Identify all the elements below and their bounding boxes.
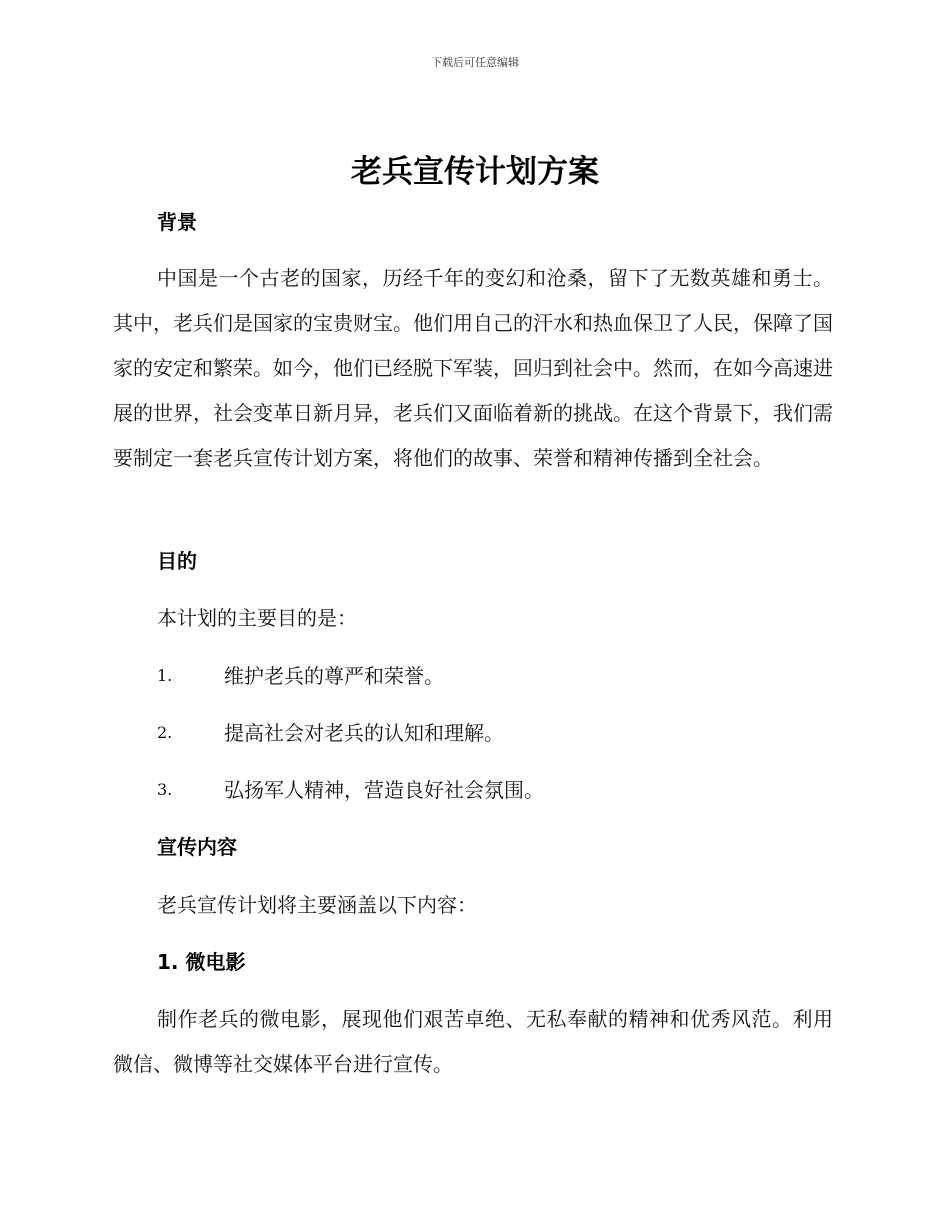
list-item-text: 弘扬军人精神，营造良好社会氛围。 [224, 778, 544, 802]
document-title: 老兵宣传计划方案 [351, 154, 599, 190]
subsection-heading-micro-film: 1. 微电影 [157, 950, 246, 974]
list-item-number: 1. [157, 666, 173, 685]
header-note: 下载后可任意编辑 [431, 56, 519, 69]
list-item-number: 3. [157, 780, 173, 799]
background-paragraph: 中国是一个古老的国家，历经千年的变幻和沧桑，留下了无数英雄和勇士。其中，老兵们是国家的宝贵财宝。他们用自己的汗水和热血保卫了人民，保障了国家的安定和繁荣。如今，他们已经脱下军装，回归到社会中。然而，在如今高速进展的世界，社会变革日新月异，老兵们又面临着新的挑战。在这个背景下，我们需要制定一套老兵宣传计划方案，将他们的故事、荣誉和精神传播到全社会。 [113, 266, 833, 470]
list-item-text: 提高社会对老兵的认知和理解。 [224, 721, 504, 745]
list-item-number: 2. [157, 723, 173, 742]
list-item-text: 维护老兵的尊严和荣誉。 [224, 664, 444, 688]
micro-film-paragraph: 制作老兵的微电影，展现他们艰苦卓绝、无私奉献的精神和优秀风范。利用微信、微博等社交媒体平台进行宣传。 [113, 1007, 833, 1076]
section-heading-content: 宣传内容 [157, 835, 237, 859]
purpose-intro: 本计划的主要目的是： [157, 606, 357, 630]
section-heading-purpose: 目的 [157, 549, 197, 573]
content-intro: 老兵宣传计划将主要涵盖以下内容： [157, 893, 477, 917]
section-heading-background: 背景 [157, 210, 197, 234]
